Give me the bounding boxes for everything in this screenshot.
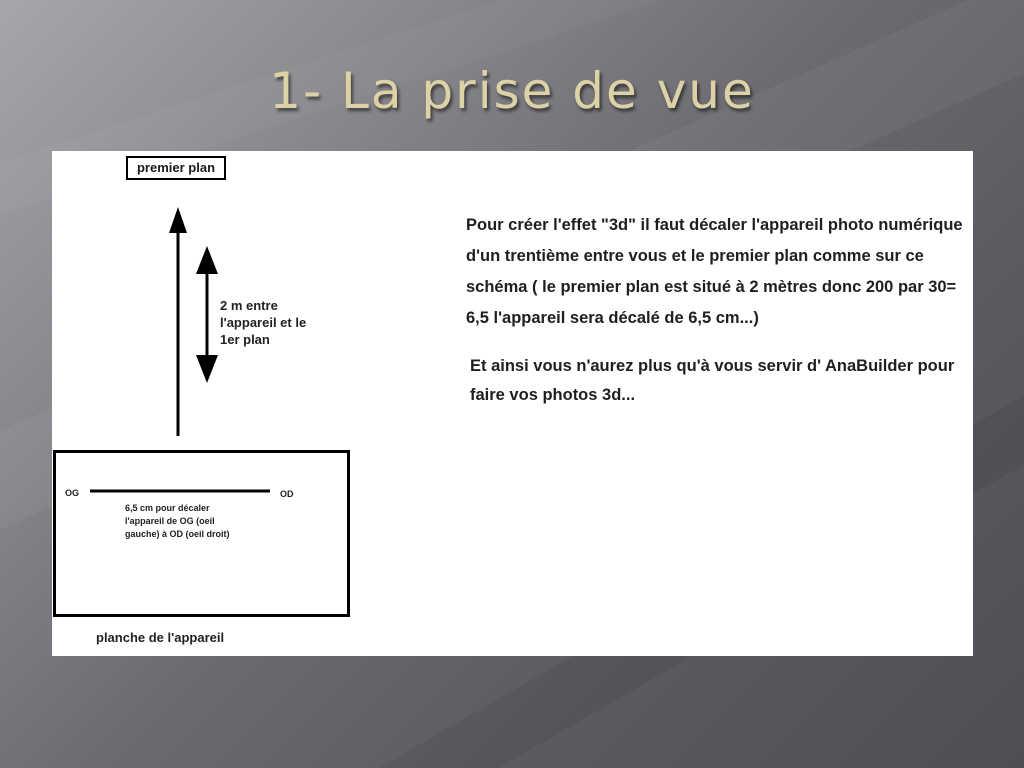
shift-label: 6,5 cm pour décaler l'appareil de OG (oeil gauche) à OD (oeil droit) xyxy=(125,503,230,539)
board-caption: planche de l'appareil xyxy=(96,630,225,645)
conclusion-text: Et ainsi vous n'aurez plus qu'à vous servir d' AnaBuilder pour faire vos photos 3d... xyxy=(470,357,955,404)
distance-arrow-head-top xyxy=(196,246,218,274)
left-eye-label: OG xyxy=(65,488,80,498)
explanation-text: Pour créer l'effet "3d" il faut décaler l'appareil photo numérique d'un trentième entre vous et le premier plan comme sur ce schéma ( le premier plan est situé à 2 mètres donc 200 par 30= 6,5 l'appareil sera décalé de 6,5 cm...) xyxy=(466,216,963,327)
diagram-panel xyxy=(52,151,973,656)
slide-title: 1- La prise de vue xyxy=(269,62,755,120)
distance-label: 2 m entre l'appareil et le 1er plan xyxy=(220,298,307,347)
distance-arrow-head-bottom xyxy=(196,355,218,383)
right-eye-label: OD xyxy=(280,489,294,499)
foreground-box: premier plan xyxy=(126,156,226,180)
view-axis-arrow-head xyxy=(169,207,187,233)
